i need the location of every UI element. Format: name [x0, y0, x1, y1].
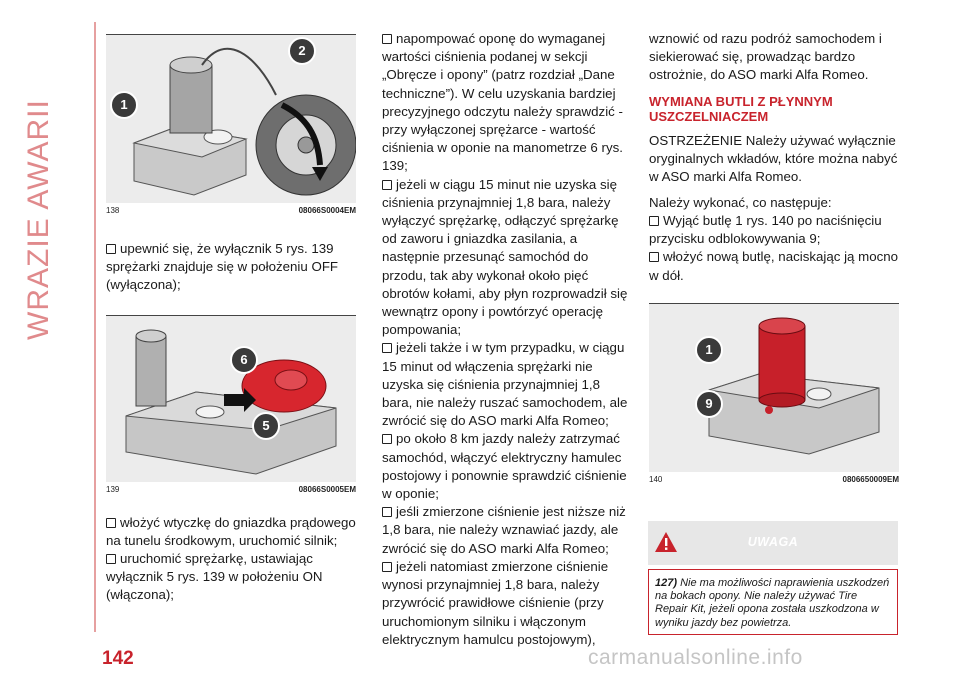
- figure-139-image: [106, 316, 356, 482]
- list-item: jeżeli natomiast zmierzone ciśnienie wynosi przynajmniej 1,8 bara, należy przywrócić prawidłowe ciśnienie (przy uruchomionym silniku i włączonym elektrycznym hamulcu postojowym),: [382, 558, 609, 647]
- chapter-title: WRAZIE AWARII: [22, 99, 55, 340]
- column-2: [382, 30, 632, 649]
- callout-1: 1: [110, 91, 138, 119]
- figure-138-caption: 138 08066S0004EM: [106, 206, 356, 215]
- list-item: jeżeli w ciągu 15 minut nie uzyska się ciśnienia przynajmniej 1,8 bara, należy wyłączyć sprężarkę, odłączyć sprężarkę od zaworu i gniazdka zasilania, a następnie przesunąć samochód do przodu, tak aby wykonał około pięć obrotów kołami, aby płyn rozprowadził się wewnątrz opony i powtórzyć operację pompowania;: [382, 176, 628, 338]
- steps-list-b: [106, 514, 361, 605]
- page-number: 142: [102, 648, 134, 669]
- warning-box: [648, 521, 898, 637]
- checkbox-icon: [106, 244, 116, 254]
- figure-138: [106, 34, 356, 215]
- checkbox-icon: [382, 434, 392, 444]
- checkbox-icon: [382, 343, 392, 353]
- checkbox-icon: [106, 518, 116, 528]
- figure-139: [106, 315, 356, 494]
- figure-139-caption: 139 08066S0005EM: [106, 484, 356, 494]
- list-item: po około 8 km jazdy należy zatrzymać samochód, włączyć elektryczny hamulec postojowy i ponownie sprawdzić ciśnienie w oponie;: [382, 431, 627, 502]
- list-item: uruchomić sprężarkę, ustawiając wyłącznik 5 rys. 139 w położeniu ON (włączona);: [106, 551, 323, 603]
- warning-header: [648, 521, 898, 565]
- figure-140: [649, 303, 899, 484]
- callout-5: 5: [252, 412, 280, 440]
- continuation-text: wznowić od razu podróż samochodem i siekierować się, prowadząc bardzo ostrożnie, do ASO marki Alfa Romeo.: [649, 31, 882, 82]
- checkbox-icon: [649, 252, 659, 262]
- callout-6: 6: [230, 346, 258, 374]
- callout-1: 1: [695, 336, 723, 364]
- list-item: jeśli zmierzone ciśnienie jest niższe niż 1,8 bara, nie należy wznawiać jazdy, ale zwrócić się do ASO marki Alfa Romeo;: [382, 504, 626, 556]
- figure-140-image: [649, 304, 899, 472]
- column-1: [106, 0, 361, 605]
- figure-140-caption: 140 0806650009EM: [649, 474, 899, 484]
- compressor-switch-illustration: [106, 316, 356, 482]
- warning-body: [648, 569, 898, 635]
- list-item: upewnić się, że wyłącznik 5 rys. 139 sprężarki znajduje się w położeniu OFF (wyłączona);: [106, 241, 339, 293]
- compressor-tire-illustration: [106, 35, 356, 203]
- watermark: carmanualsonline.info: [588, 646, 803, 669]
- list-item: włożyć wtyczkę do gniazdka prądowego na tunelu środkowym, uruchomić silnik;: [106, 514, 356, 548]
- intro-paragraph: Należy wykonać, co następuje:: [649, 195, 832, 210]
- column-3: [649, 30, 901, 484]
- list-item: Wyjąć butlę 1 rys. 140 po naciśnięciu przycisku odblokowywania 9;: [649, 213, 882, 247]
- warning-title: UWAGA: [747, 535, 799, 549]
- warning-text: Nie ma możliwości naprawienia uszkodzeń na bokach opony. Nie należy używać Tire Repair Kit, jeżeli opona została uszkodzona w wyniku jazdy bez powietrza.: [655, 577, 890, 629]
- checkbox-icon: [382, 34, 392, 44]
- section-heading: WYMIANA BUTLI Z PŁYNNYM USZCZELNIACZEM: [649, 94, 833, 124]
- checkbox-icon: [382, 562, 392, 572]
- list-item: napompować oponę do wymaganej wartości ciśnienia podanej w sekcji „Obręcze i opony” (patrz rozdział „Dane techniczne”). W celu uzyskania bardziej precyzyjnego odczytu należy sprawdzić - przy wyłączonej sprężarce - wartość ciśnienia w oponie na manometrze 6 rys. 139;: [382, 31, 623, 174]
- chapter-divider: [94, 22, 96, 632]
- callout-2: 2: [288, 37, 316, 65]
- steps-list-a: [106, 240, 361, 295]
- sealant-bottle-illustration: [649, 304, 899, 472]
- callout-9: 9: [695, 390, 723, 418]
- figure-138-image: [106, 35, 356, 203]
- list-item: jeżeli także i w tym przypadku, w ciągu 15 minut od włączenia sprężarki nie uzyska się ciśnienia przynajmniej 1,8 bara, nie należy ruszać samochodem, ale zwrócić się do ASO marki Alfa Romeo;: [382, 340, 628, 429]
- checkbox-icon: [382, 507, 392, 517]
- checkbox-icon: [106, 554, 116, 564]
- list-item: włożyć nową butlę, naciskając ją mocno w dół.: [649, 249, 899, 283]
- warning-number: 127): [655, 577, 678, 589]
- checkbox-icon: [382, 180, 392, 190]
- warning-paragraph: OSTRZEŻENIE Należy używać wyłącznie oryginalnych wkładów, które można nabyć w ASO marki Alfa Romeo.: [649, 133, 898, 184]
- checkbox-icon: [649, 216, 659, 226]
